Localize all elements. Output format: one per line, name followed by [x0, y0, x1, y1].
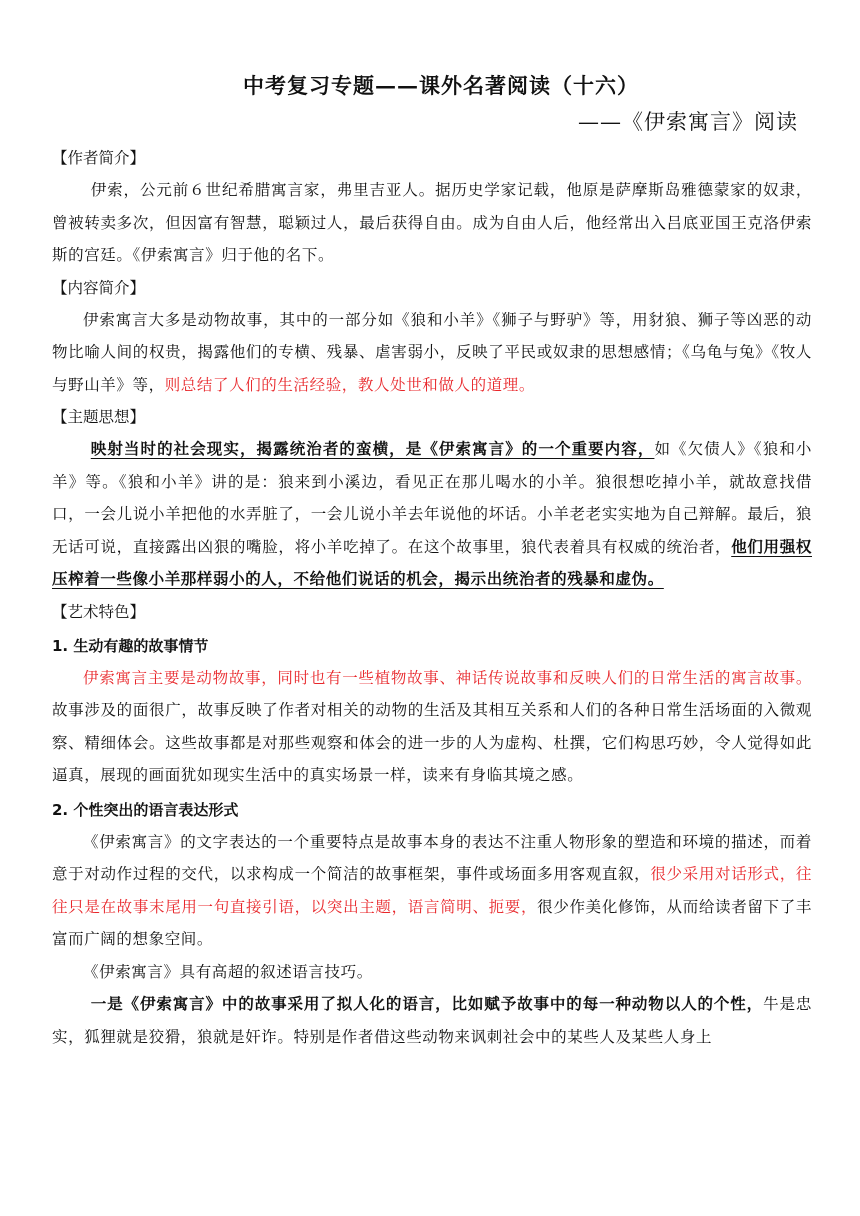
art-point2-highlight: 很少采用对话形式，往往只是在故事末尾用一句直接引语，以突出主题，语言简明、扼要，	[52, 865, 812, 916]
art-point2-paragraph	[52, 826, 812, 956]
art-point1-title: 1. 生动有趣的故事情节	[52, 636, 209, 655]
section-heading-content: 【内容简介】	[52, 278, 146, 297]
document-page	[52, 70, 812, 1053]
art-point2-text: 《伊索寓言》的文字表达的一个重要特点是故事本身的表达不注重人物形象的塑造和环境的描述，而着意于对动作过程的交代，以求构成一个简洁的故事框架，事件或场面多用客观直叙，	[52, 832, 812, 883]
section-heading-author: 【作者简介】	[52, 149, 146, 167]
art-point1-paragraph	[52, 662, 812, 792]
art-point2-bold-intro: 一是《伊索寓言》中的故事采用了拟人化的语言，比如赋予故事中的每一种动物以人的个性，	[90, 994, 764, 1013]
content-text: 伊索寓言大多是动物故事，其中的一部分如《狼和小羊》《狮子与野驴》等，用豺狼、狮子等凶恶的动物比喻人间的权贵，揭露他们的专横、残暴、虐害弱小，反映了平民或奴隶的思想感情；《乌龟与兔》《牧人与野山羊》等，	[52, 310, 812, 394]
art-point2-tail: 很少作美化修饰，从而给读者留下了丰富而广阔的想象空间。	[52, 897, 812, 948]
art-point2-title: 2. 个性突出的语言表达形式	[52, 800, 239, 819]
document-title: 中考复习专题——课外名著阅读（十六）	[243, 73, 639, 98]
art-point2-text3: 牛是忠实，狐狸就是狡猾，狼就是奸诈。特别是作者借这些动物来讽刺社会中的某些人及某些人身上	[52, 995, 812, 1046]
theme-paragraph	[52, 433, 812, 596]
section-heading-theme: 【主题思想】	[52, 408, 146, 426]
theme-bold-tail: 他们用强权压榨着一些像小羊那样弱小的人，不给他们说话的机会，揭示出统治者的残暴和虚伪。	[52, 536, 812, 588]
section-heading-art: 【艺术特色】	[52, 602, 146, 621]
art-point2-paragraph-3	[52, 988, 812, 1053]
content-highlight-text: 则总结了人们的生活经验，教人处世和做人的道理。	[164, 375, 536, 394]
art-point1-highlight: 伊索寓言主要是动物故事，同时也有一些植物故事、神话传说故事和反映人们的日常生活的寓言故事。	[83, 668, 812, 687]
art-point2-paragraph-2: 《伊索寓言》具有高超的叙述语言技巧。	[83, 962, 373, 981]
content-paragraph	[52, 304, 812, 402]
document-subtitle: ——《伊索寓言》阅读	[578, 110, 798, 134]
author-paragraph: 伊索，公元前６世纪希腊寓言家，弗里吉亚人。据历史学家记载，他原是萨摩斯岛雅德蒙家的奴隶，曾被转卖多次，但因富有智慧，聪颖过人，最后获得自由。成为自由人后，他经常出入吕底亚国王克洛伊索斯的宫廷。《伊索寓言》归于他的名下。	[52, 181, 812, 264]
theme-text: 如《欠债人》《狼和小羊》等。《狼和小羊》讲的是：狼来到小溪边，看见正在那儿喝水的小羊。狼很想吃掉小羊，就故意找借口，一会儿说小羊把他的水弄脏了，一会儿说小羊去年说他的坏话。小羊老老实实地为自己辩解。最后，狼无话可说，直接露出凶狠的嘴脸，将小羊吃掉了。在这个故事里，狼代表着具有权威的统治者，	[52, 440, 812, 556]
art-point1-text: 故事涉及的面很广，故事反映了作者对相关的动物的生活及其相互关系和人们的各种日常生活场面的入微观察、精细体会。这些故事都是对那些观察和体会的进一步的人为虚构、杜撰，它们构思巧妙，令人觉得如此逼真，展现的画面犹如现实生活中的真实场景一样，读来有身临其境之感。	[52, 701, 812, 784]
theme-bold-intro: 映射当时的社会现实，揭露统治者的蛮横，是《伊索寓言》的一个重要内容，	[90, 439, 655, 458]
